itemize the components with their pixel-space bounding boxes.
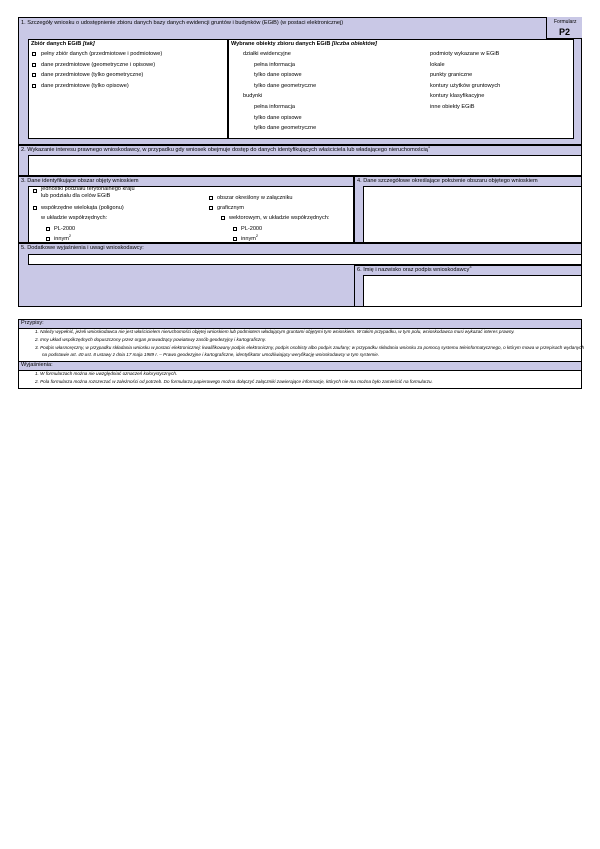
w-ukladzie: w układzie współrzędnych: xyxy=(41,215,108,221)
checkbox-full-dataset[interactable] xyxy=(32,52,36,56)
mid-item: tylko dane opisowe xyxy=(254,115,302,121)
checkbox-pl2000-left[interactable] xyxy=(46,227,50,231)
legal-interest-field[interactable] xyxy=(28,155,582,176)
far-item: kontury klasyfikacyjne xyxy=(430,93,485,99)
wyjasnienia-title: Wyjaśnienia: xyxy=(21,362,53,368)
przypisy-title: Przypisy: xyxy=(21,320,44,326)
pl2000-left: PL-2000 xyxy=(54,226,76,232)
section1-title: 1. Szczegóły wniosku o udostępnienie zbioru danych bazy danych ewidencji gruntów i budynków (EGiB) (w postaci elektronicznej) xyxy=(21,20,344,26)
form-code: P2 xyxy=(559,27,571,37)
far-item: kontury użytków gruntowych xyxy=(430,83,501,89)
checkbox-territorial-unit[interactable] xyxy=(33,189,37,193)
przypis-item: 2. Inny układ współrzędnych dopuszczony przez organ prowadzący powiatowy zasób geodezyjny i kartograficzny. xyxy=(35,337,266,342)
area-details-field[interactable] xyxy=(363,186,582,243)
checkbox-innym-left[interactable] xyxy=(46,237,50,241)
checkbox-graphic[interactable] xyxy=(209,206,213,210)
checkbox-pl2000-right[interactable] xyxy=(233,227,237,231)
left-item: dane przedmiotowe (geometryczne i opisowe) xyxy=(41,62,156,68)
przypis-item: 1. Należy wypełnić, jeżeli wnioskodawca nie jest właścicielem nieruchomości objętej wnioskiem lub podmiotem władającym gruntami objętymi tym wnioskiem. W takim przypadku, w tym polu, wnioskodawca musi wykazać interes prawny. xyxy=(35,329,515,334)
checkbox-innym-right[interactable] xyxy=(233,237,237,241)
section5-title: 5. Dodatkowe wyjaśnienia i uwagi wnioskodawcy: xyxy=(21,245,144,251)
unit-line2: lub podziału dla celów EGiB xyxy=(41,193,111,199)
section4-title: 4. Dane szczegółowe określające położenie obszaru objętego wnioskiem xyxy=(357,178,538,184)
checkbox-subject-geom-desc[interactable] xyxy=(32,63,36,67)
section6-title: 6. Imię i nazwisko oraz podpis wnioskodawcy$^3$ xyxy=(357,264,472,273)
mid-item: pełna informacja xyxy=(254,62,296,68)
far-item: lokale xyxy=(430,62,445,68)
checkbox-polygon[interactable] xyxy=(33,206,37,210)
mid-item: tylko dane geometryczne xyxy=(254,125,317,131)
mid-item-dzialki: działki ewidencyjne xyxy=(243,51,291,57)
checkbox-attachment-area[interactable] xyxy=(209,196,213,200)
far-item: punkty graniczne xyxy=(430,72,473,78)
graficznym: graficznym xyxy=(217,205,245,211)
innym-right: innym$^2$ xyxy=(241,233,259,242)
formularz-label: Formularz xyxy=(554,19,577,25)
checkbox-subject-geom[interactable] xyxy=(32,73,36,77)
left-item: dane przedmiotowe (tylko geometryczne) xyxy=(41,72,144,78)
section3-title: 3. Dane identyfikujące obszar objęty wnioskiem xyxy=(21,178,139,184)
mid-item: tylko dane opisowe xyxy=(254,72,302,78)
przypis-item: 3. Podpis własnoręczny, w przypadku składania wniosku w postaci elektronicznej: kwalifikowany podpis elektroniczny, podpis osobisty albo podpis zaufany; w przypadku składania wniosku za pomocą systemu teleinformatycznego, o którym mowa w przepisach wydanych xyxy=(35,345,585,350)
wyjasnienie-item: 1. W formularzach można nie uwzględniać oznaczeń kolorystycznych. xyxy=(35,371,178,376)
left-heading: Zbiór danych EGiB [tak] xyxy=(31,41,95,47)
mid-item: pełna informacja xyxy=(254,104,296,110)
przypisy-header xyxy=(18,319,582,329)
far-item: inne obiekty EGiB xyxy=(430,104,475,110)
far-item: podmioty wykazane w EGiB xyxy=(430,51,500,57)
checkbox-subject-desc[interactable] xyxy=(32,84,36,88)
wektorowym: wektorowym, w układzie współrzędnych: xyxy=(229,215,330,221)
wyjasnienia-header xyxy=(18,361,582,371)
signature-field[interactable] xyxy=(363,275,582,307)
pl2000-right: PL-2000 xyxy=(241,226,263,232)
checkbox-vector[interactable] xyxy=(221,216,225,220)
przypis-item: na podstawie art. 40 ust. 8 ustawy z dnia 17 maja 1989 r. – Prawo geodezyjne i kartograficzne, identyfikator umożliwiający weryfikację wnioskodawcy w tym systemie. xyxy=(42,352,380,357)
wsp-polygon: współrzędne wielokąta (poligonu) xyxy=(41,205,124,211)
mid-item-budynki: budynki xyxy=(243,93,263,99)
wyjasnienie-item: 2. Pola formularza można rozszerzać w zależności od potrzeb. Do formularza papierowego można dołączyć załączniki zawierające informacje, których nie ma można było zamieścić na formularzu. xyxy=(35,379,433,384)
right-heading: Wybrane obiekty zbioru danych EGiB [liczba obiektów] xyxy=(231,41,377,47)
additional-remarks-field[interactable] xyxy=(28,254,582,265)
left-item: dane przedmiotowe (tylko opisowe) xyxy=(41,83,129,89)
section2-title: 2. Wykazanie interesu prawnego wnioskodawcy, w przypadku gdy wniosek obejmuje dostęp do danych identyfikujących właściciela lub władającego nieruchomością$^1$ xyxy=(21,144,431,153)
mid-item: tylko dane geometryczne xyxy=(254,83,317,89)
obszar: obszar określony w załączniku xyxy=(217,195,293,201)
innym-left: innym$^2$ xyxy=(54,233,72,242)
left-item: pełny zbiór danych (przedmiotowe i podmiotowe) xyxy=(41,51,163,57)
unit-line1: jednostki podziału terytorialnego kraju xyxy=(41,186,135,192)
